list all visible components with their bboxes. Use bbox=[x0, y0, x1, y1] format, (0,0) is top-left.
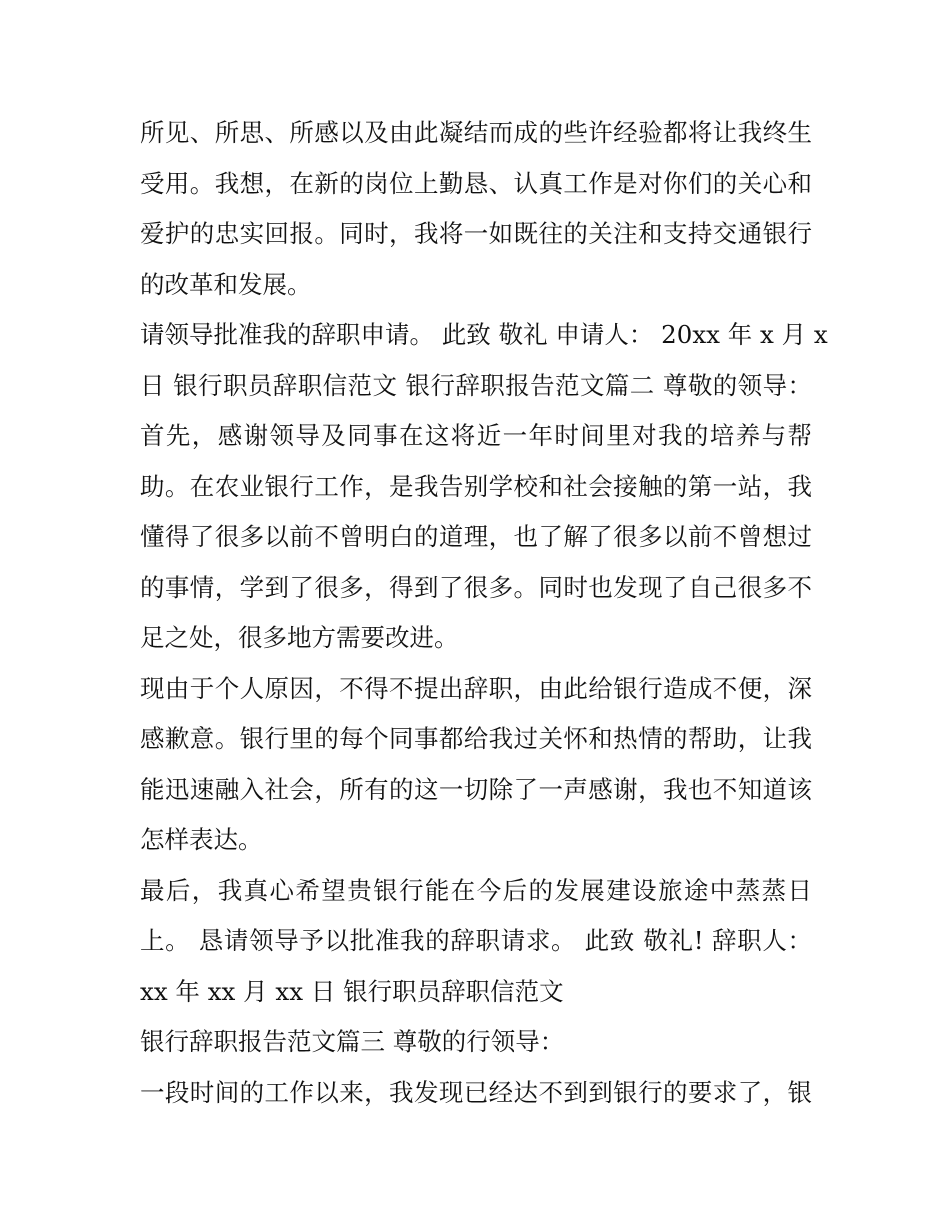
text-line: 助。在农业银行工作，是我告别学校和社会接触的第一站，我 bbox=[140, 471, 812, 501]
text-line: 怎样表达。 bbox=[140, 825, 263, 854]
text-line: 能迅速融入社会，所有的这一切除了一声感谢，我也不知道该 bbox=[140, 774, 812, 804]
text-line: 所见、所思、所感以及由此凝结而成的些许经验都将让我终生 bbox=[140, 118, 812, 147]
text-line: 最后，我真心希望贵银行能在今后的发展建设旅途中蒸蒸日 bbox=[140, 875, 812, 905]
text-line: 首先，感谢领导及同事在这将近一年时间里对我的培养与帮 bbox=[140, 421, 812, 450]
text-line: 受用。我想，在新的岗位上勤恳、认真工作是对你们的关心和 bbox=[140, 168, 812, 198]
text-line: 上。 恳请领导予以批准我的辞职请求。 此致 敬礼! 辞职人： bbox=[140, 926, 812, 955]
text-line: 现由于个人原因，不得不提出辞职，由此给银行造成不便，深 bbox=[140, 673, 812, 703]
text-line: 银行辞职报告范文篇三 尊敬的行领导： bbox=[140, 1027, 565, 1056]
text-line: 的事情，学到了很多，得到了很多。同时也发现了自己很多不 bbox=[140, 572, 812, 602]
text-line: 日 银行职员辞职信范文 银行辞职报告范文篇二 尊敬的领导： bbox=[140, 370, 812, 400]
document-body bbox=[140, 108, 828, 1118]
text-line: 一段时间的工作以来，我发现已经达不到到银行的要求了，银 bbox=[140, 1077, 812, 1107]
text-line: xx 年 xx 月 xx 日 银行职员辞职信范文 bbox=[140, 976, 564, 1006]
text-line: 足之处，很多地方需要改进。 bbox=[140, 623, 459, 652]
text-line: 的改革和发展。 bbox=[140, 269, 312, 299]
text-line: 懂得了很多以前不曾明白的道理，也了解了很多以前不曾想过 bbox=[140, 522, 812, 551]
text-line: 爱护的忠实回报。同时，我将一如既往的关注和支持交通银行 bbox=[140, 219, 812, 248]
text-line: 请领导批准我的辞职申请。 此致 敬礼 申请人： 20xx 年 x 月 x bbox=[140, 320, 828, 349]
text-line: 感歉意。银行里的每个同事都给我过关怀和热情的帮助，让我 bbox=[140, 724, 812, 753]
